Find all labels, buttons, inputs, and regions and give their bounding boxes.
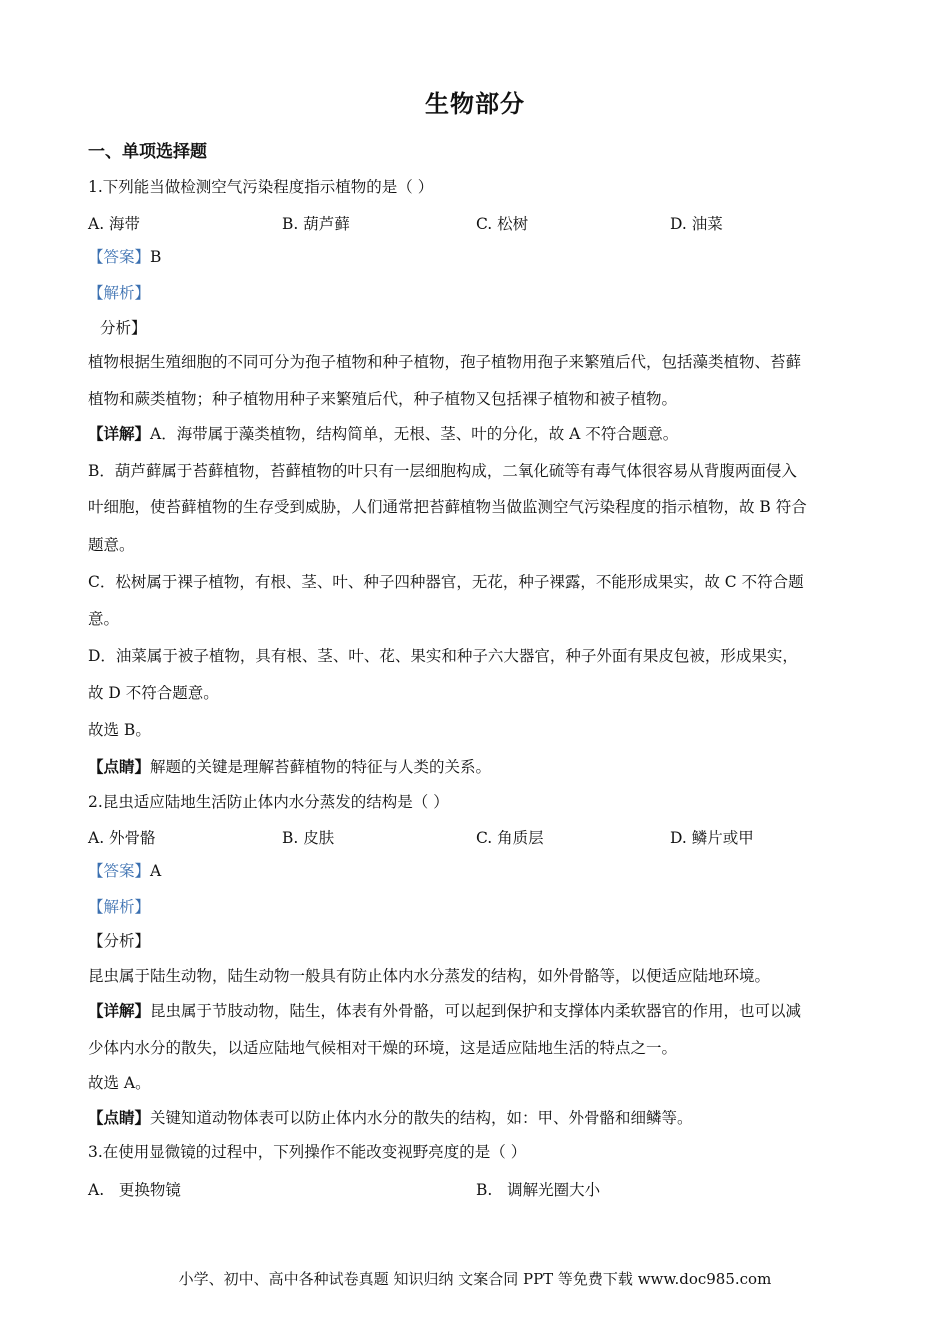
- q2-choose: 故选 A。: [88, 1074, 151, 1092]
- detail-tag: 【详解】: [88, 424, 151, 443]
- q1-analysis-sub: 分析】: [100, 319, 147, 337]
- q1-tip: 【点睛】解题的关键是理解苔藓植物的特征与人类的关系。: [88, 757, 492, 776]
- q2-tip: 【点睛】关键知道动物体表可以防止体内水分的散失的结构，如：甲、外骨骼和细鳞等。: [88, 1108, 693, 1127]
- q2-detail-1: 【详解】昆虫属于节肢动物，陆生，体表有外骨骼，可以起到保护和支撑体内柔软器官的作用，也可以减: [88, 1001, 802, 1020]
- q1-detail-1: 【详解】A．海带属于藻类植物，结构简单，无根、茎、叶的分化，故 A 不符合题意。: [88, 424, 679, 443]
- tip-tag: 【点睛】: [88, 1108, 151, 1127]
- question-1-stem: 1.下列能当做检测空气污染程度指示植物的是（ ）: [88, 178, 434, 196]
- answer-value: B: [150, 248, 162, 266]
- answer-tag: 【答案】: [88, 862, 151, 880]
- q2-option-c: C. 角质层: [476, 829, 544, 847]
- detail-tag: 【详解】: [88, 1001, 151, 1020]
- q1-detail-3: 叶细胞，使苔藓植物的生存受到威胁，人们通常把苔藓植物当做监测空气污染程度的指示植物，故 B 符合: [88, 498, 807, 516]
- q1-choose: 故选 B。: [88, 721, 151, 739]
- q1-analysis-tag: 【解析】: [88, 284, 151, 302]
- q1-detail-6: 意。: [88, 610, 120, 628]
- q1-option-d: D. 油菜: [670, 215, 723, 233]
- q1-detail-5: C．松树属于裸子植物，有根、茎、叶、种子四种器官，无花，种子裸露，不能形成果实，故 C 不符合题: [88, 573, 804, 591]
- page-title: 生物部分: [425, 89, 525, 118]
- q1-answer: [88, 247, 878, 267]
- q1-detail-7: D．油菜属于被子植物，具有根、茎、叶、花、果实和种子六大器官，种子外面有果皮包被，形成果实，: [88, 647, 798, 665]
- tip-tag: 【点睛】: [88, 757, 151, 776]
- q2-option-d: D. 鳞片或甲: [670, 829, 754, 847]
- q1-option-c: C. 松树: [476, 215, 529, 233]
- q1-detail-4: 题意。: [88, 536, 135, 554]
- question-3-stem: 3.在使用显微镜的过程中，下列操作不能改变视野亮度的是（ ）: [88, 1143, 527, 1161]
- q2-option-a: A. 外骨骼: [88, 829, 156, 847]
- q1-detail-2: B．葫芦藓属于苔藓植物，苔藓植物的叶只有一层细胞构成，二氧化硫等有毒气体很容易从背腹两面侵入: [88, 462, 797, 480]
- q1-option-b: B. 葫芦藓: [282, 215, 350, 233]
- answer-value: A: [150, 862, 162, 880]
- q1-option-a: A. 海带: [88, 215, 141, 233]
- answer-tag: 【答案】: [88, 248, 151, 266]
- page-footer: 小学、初中、高中各种试卷真题 知识归纳 文案合同 PPT 等免费下载 www.doc985.com: [178, 1270, 772, 1288]
- q2-analysis-sub: 【分析】: [88, 932, 151, 950]
- q2-option-b: B. 皮肤: [282, 829, 335, 847]
- q2-detail-2: 少体内水分的散失，以适应陆地气候相对干燥的环境，这是适应陆地生活的特点之一。: [88, 1039, 678, 1057]
- q1-detail-8: 故 D 不符合题意。: [88, 684, 219, 702]
- q1-analysis-p2: 植物和蕨类植物；种子植物用种子来繁殖后代，种子植物又包括裸子植物和被子植物。: [88, 390, 678, 408]
- q2-answer: [88, 861, 878, 881]
- q1-analysis-p1: 植物根据生殖细胞的不同可分为孢子植物和种子植物，孢子植物用孢子来繁殖后代，包括藻类植物、苔藓: [88, 353, 802, 371]
- q3-option-a: A. 更换物镜: [88, 1181, 181, 1199]
- q2-analysis-p1: 昆虫属于陆生动物，陆生动物一般具有防止体内水分蒸发的结构，如外骨骼等，以便适应陆地环境。: [88, 967, 771, 985]
- section-heading: 一、单项选择题: [88, 142, 207, 162]
- q2-analysis-tag: 【解析】: [88, 898, 151, 916]
- q3-option-b: B. 调解光圈大小: [476, 1181, 601, 1199]
- question-2-stem: 2.昆虫适应陆地生活防止体内水分蒸发的结构是（ ）: [88, 793, 449, 811]
